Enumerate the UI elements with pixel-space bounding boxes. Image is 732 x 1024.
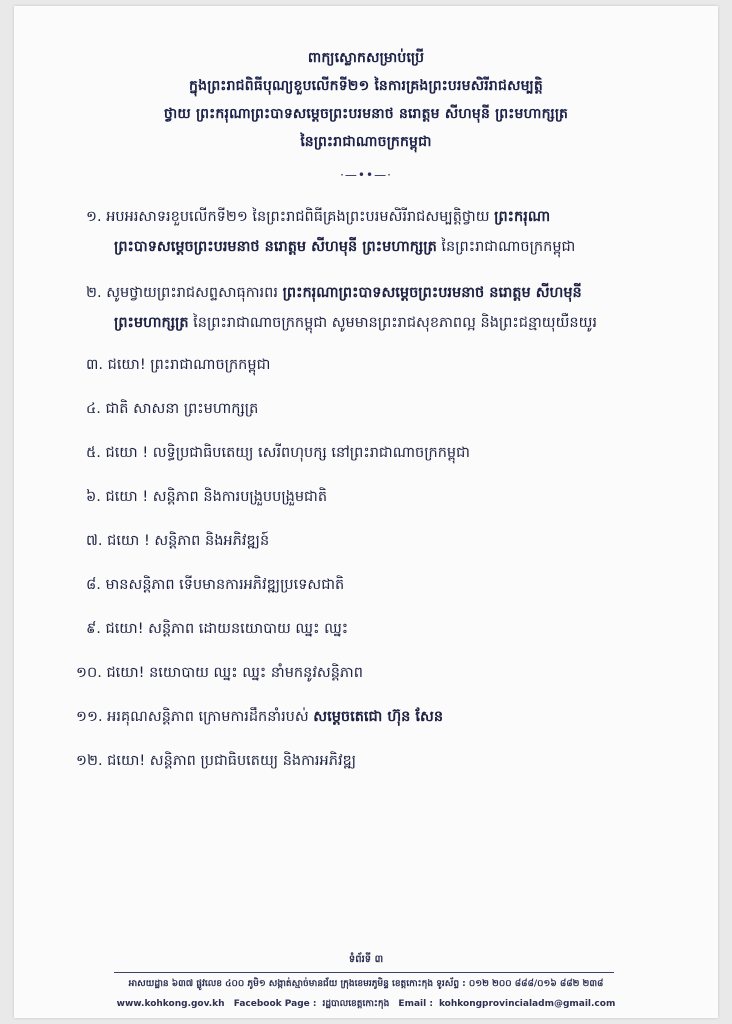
header-ornament: ·—••—· bbox=[340, 168, 392, 182]
item-text: ជយោ! សន្តិភាព ប្រជាធិបតេយ្យ និងការអភិវឌ្ឍ bbox=[107, 753, 357, 769]
item-text: ជយោ! នយោបាយ ឈ្នះ ឈ្នះ នាំមកនូវសន្តិភាព bbox=[106, 665, 363, 681]
item-text: ជយោ! សន្តិភាព ដោយនយោបាយ ឈ្នះ ឈ្នះ bbox=[105, 621, 349, 637]
header-dedication: ថ្វាយ ព្រះករុណាព្រះបាទសម្តេចព្រះបរមនាថ នរោត្តម សីហមុនី ព្រះមហាក្សត្រ bbox=[163, 106, 569, 122]
list-item bbox=[76, 746, 356, 776]
item-number: ៩. bbox=[86, 621, 101, 637]
footer-email[interactable]: kohkongprovincialadm@gmail.com bbox=[438, 999, 616, 1009]
header-subtitle: ក្នុងព្រះរាជពិធីបុណ្យខួបលើកទី២១ នៃការគ្រងព្រះបរមសិរីរាជសម្បត្តិ bbox=[189, 78, 543, 94]
item-text-bold: ព្រះមហាក្សត្រ bbox=[114, 315, 189, 331]
footer-email-label: Email : bbox=[398, 999, 433, 1009]
item-text: សូមថ្វាយព្រះរាជសព្ទសាធុការពរ bbox=[106, 285, 283, 301]
item-text-bold: ព្រះបាទសម្តេចព្រះបរមនាថ នរោត្តម សីហមុនី ព្រះមហាក្សត្រ bbox=[114, 239, 437, 255]
list-item bbox=[86, 614, 348, 644]
item-number: ៥. bbox=[86, 445, 101, 461]
list-item bbox=[76, 702, 443, 732]
header-title: ពាក្យស្លោកសម្រាប់ប្រើ bbox=[307, 50, 425, 66]
list-item bbox=[86, 570, 344, 600]
footer-website[interactable]: www.kohkong.gov.kh bbox=[116, 999, 225, 1009]
item-number: ៤. bbox=[86, 401, 101, 417]
footer-divider bbox=[114, 972, 614, 973]
list-item bbox=[76, 658, 363, 688]
list-item bbox=[86, 394, 258, 424]
item-text: នៃព្រះរាជាណាចក្រកម្ពុជា bbox=[436, 239, 576, 255]
footer-facebook-page[interactable]: រដ្ឋបាលខេត្តកោះកុង bbox=[322, 999, 390, 1009]
item-number: ៧. bbox=[86, 533, 103, 549]
item-number: ១០. bbox=[76, 665, 102, 681]
item-text: ជយោ ! សន្តិភាព និងអភិវឌ្ឍន៍ bbox=[107, 533, 270, 549]
item-text: អរគុណសន្តិភាព ក្រោមការដឹកនាំរបស់ bbox=[107, 709, 314, 725]
footer-contacts bbox=[14, 998, 718, 1011]
document-page bbox=[14, 6, 718, 1018]
list-item bbox=[86, 482, 327, 512]
item-text-bold: ព្រះករុណា bbox=[494, 209, 551, 225]
item-text: អបអរសាទរខួបលើកទី២១ នៃព្រះរាជពិធីគ្រងព្រះបរមសិរីរាជសម្បត្តិថ្វាយ bbox=[106, 209, 495, 225]
item-number: ៨. bbox=[86, 577, 101, 593]
list-item bbox=[86, 278, 597, 338]
item-text: ជយោ! ព្រះរាជាណាចក្រកម្ពុជា bbox=[107, 357, 271, 373]
item-number: ៦. bbox=[86, 489, 101, 505]
list-item bbox=[86, 526, 269, 556]
document-header bbox=[14, 44, 718, 156]
list-item bbox=[86, 202, 575, 262]
list-item bbox=[86, 438, 470, 468]
list-item bbox=[86, 350, 270, 380]
item-text: ជាតិ សាសនា ព្រះមហាក្សត្រ bbox=[105, 401, 259, 417]
item-number: ១២. bbox=[76, 753, 103, 769]
header-kingdom: នៃព្រះរាជាណាចក្រកម្ពុជា bbox=[300, 134, 432, 150]
item-number: ២. bbox=[86, 285, 102, 301]
item-text: ជយោ ! លទ្ធិប្រជាធិបតេយ្យ សេរីពហុបក្ស នៅព្រះរាជាណាចក្រកម្ពុជា bbox=[105, 445, 470, 461]
item-text-line2 bbox=[86, 308, 597, 338]
footer-facebook-label: Facebook Page : bbox=[233, 999, 317, 1009]
item-text-bold: សម្តេចតេជោ ហ៊ុន សែន bbox=[313, 709, 444, 725]
item-text: នៃព្រះរាជាណាចក្រកម្ពុជា សូមមានព្រះរាជសុខភាពល្អ និងព្រះជន្មាយុយឺនយូរ bbox=[188, 315, 598, 331]
footer-address: អាសយដ្ឋាន ៦៣៧ ផ្លូវលេខ ៤០០ ភូមិ១ សង្កាត់ស្មាច់មានជ័យ ក្រុងខេមរភូមិន្ទ ខេត្តកោះកុង ទូរស័ព្ទ : ០១២ ២០០ ៨៨៨/០១៦ ៨៨២ ២៣៨ bbox=[128, 979, 604, 989]
item-number: ៣. bbox=[86, 357, 103, 373]
item-text: មានសន្តិភាព ទើបមានការអភិវឌ្ឍប្រទេសជាតិ bbox=[105, 577, 345, 593]
page-number: ទំព័រទី ៣ bbox=[348, 954, 384, 965]
item-number: ១១. bbox=[76, 709, 103, 725]
item-number: ១. bbox=[86, 209, 102, 225]
item-text: ជយោ ! សន្តិភាព និងការបង្រួបបង្រួមជាតិ bbox=[105, 489, 328, 505]
item-text-bold: ព្រះករុណាព្រះបាទសម្តេចព្រះបរមនាថ នរោត្តម សីហមុនី bbox=[282, 285, 582, 301]
item-text-line2 bbox=[86, 232, 575, 262]
